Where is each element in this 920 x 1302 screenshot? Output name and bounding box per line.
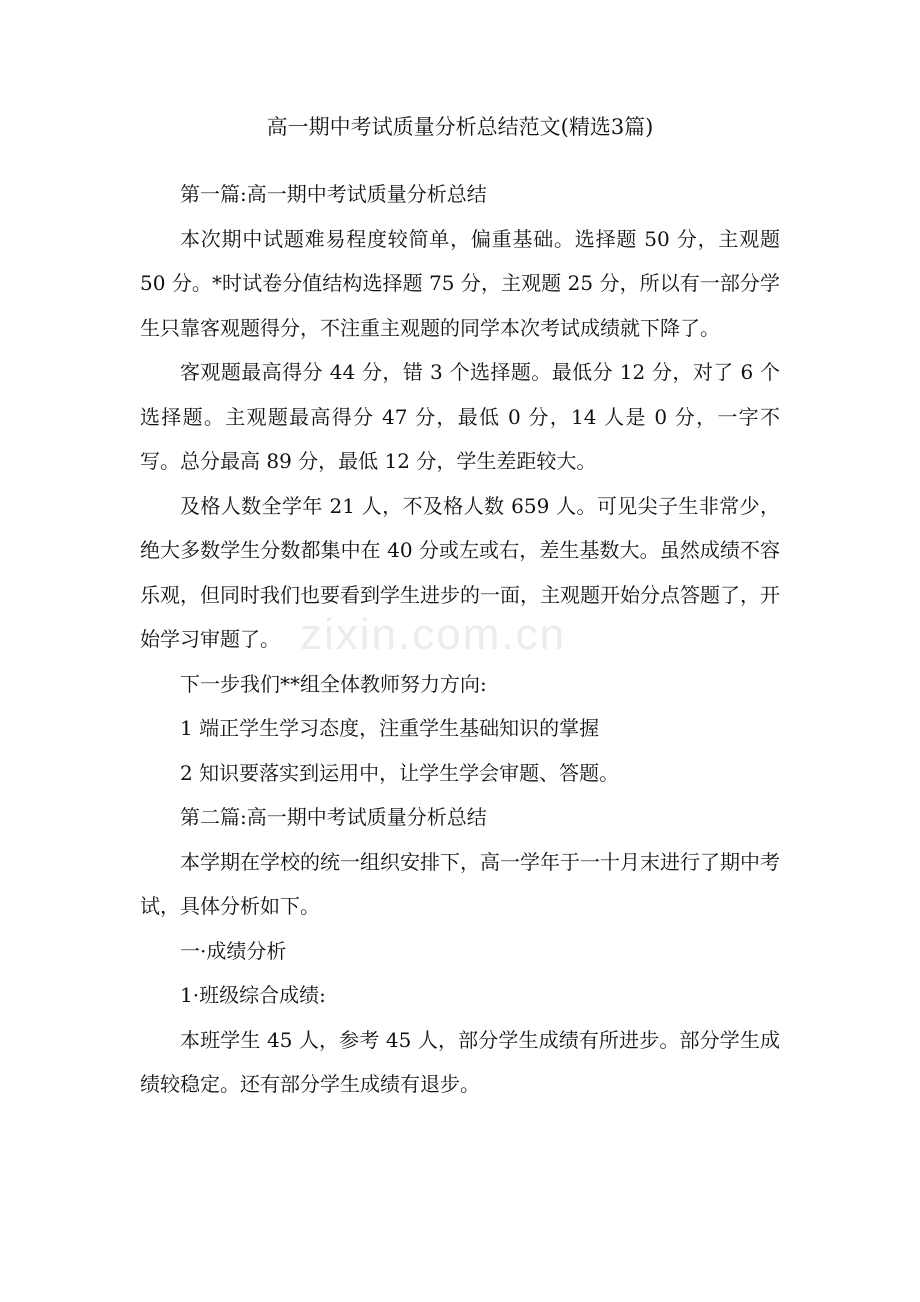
watermark: zixin.com.cn: [300, 610, 567, 659]
document-title: 高一期中考试质量分析总结范文(精选3篇): [266, 115, 654, 139]
document-body: [140, 172, 780, 1107]
subheading: 1·班级综合成绩:: [180, 983, 326, 1007]
subheading: 一·成绩分析: [180, 938, 287, 963]
paragraph: 及格人数全学年 21 人，不及格人数 659 人。可见尖子生非常少，绝大多数学生分数都集中在 40 分或左或右，差生基数大。虽然成绩不容乐观，但同时我们也要看到学生进步的一面，主观题开始分点答题了，开始学习审题了。: [140, 493, 780, 651]
paragraph: 下一步我们**组全体教师努力方向:: [180, 671, 487, 696]
paragraph: 本学期在学校的统一组织安排下，高一学年于一十月末进行了期中考试，具体分析如下。: [140, 849, 780, 918]
list-item: 1 端正学生学习态度，注重学生基础知识的掌握: [180, 716, 600, 740]
paragraph: 客观题最高得分 44 分，错 3 个选择题。最低分 12 分，对了 6 个选择题。主观题最高得分 47 分，最低 0 分，14 人是 0 分，一字不写。总分最高 89 分，最低 12 分，学生差距较大。: [140, 360, 780, 473]
paragraph: 本班学生 45 人，参考 45 人，部分学生成绩有所进步。部分学生成绩较稳定。还有部分学生成绩有退步。: [140, 1027, 780, 1096]
section-heading: 第二篇:高一期中考试质量分析总结: [180, 805, 487, 829]
paragraph: 本次期中试题难易程度较简单，偏重基础。选择题 50 分，主观题 50 分。*时试卷分值结构选择题 75 分，主观题 25 分，所以有一部分学生只靠客观题得分，不注重主观题的同学本次考试成绩就下降了。: [140, 226, 780, 340]
list-item: 2 知识要落实到运用中，让学生学会审题、答题。: [180, 760, 620, 785]
section-heading: 第一篇:高一期中考试质量分析总结: [180, 182, 487, 206]
